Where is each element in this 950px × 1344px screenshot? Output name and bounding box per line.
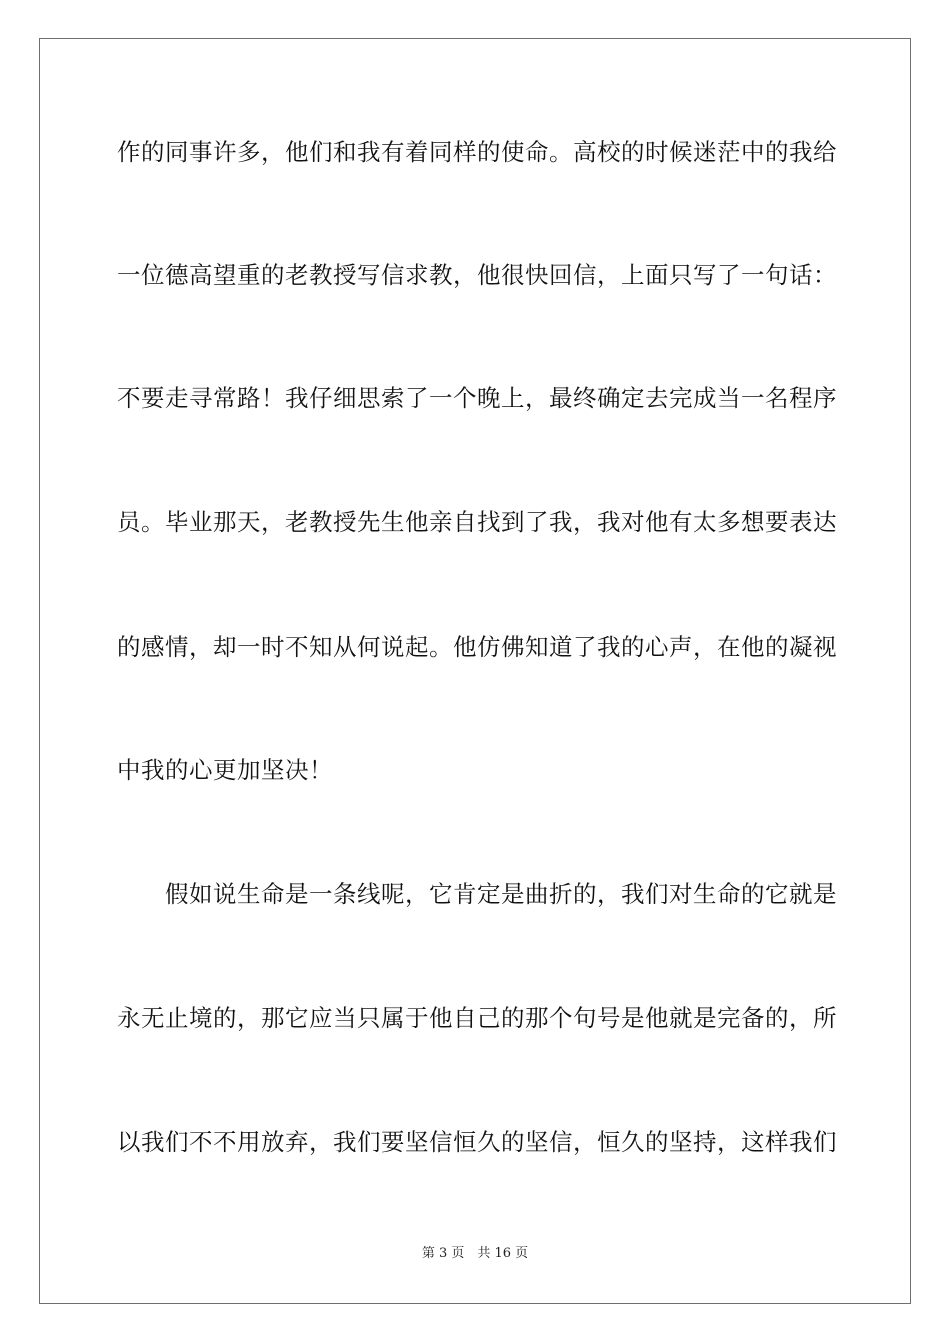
text-line-1: 作的同事许多，他们和我有着同样的使命。高校的时候迷茫中的我给	[117, 138, 837, 166]
text-line-2: 一位德高望重的老教授写信求教，他很快回信，上面只写了一句话：	[117, 261, 837, 289]
text-line-6: 中我的心更加坚决！	[117, 756, 333, 784]
page-frame	[39, 38, 911, 1304]
text-line-8: 永无止境的，那它应当只属于他自己的那个句号是他就是完备的，所	[117, 1004, 837, 1032]
text-line-4: 员。毕业那天，老教授先生他亲自找到了我，我对他有太多想要表达	[117, 508, 837, 536]
page-number-footer: 第 3 页 共 16 页	[421, 1246, 529, 1261]
text-line-3: 不要走寻常路！我仔细思索了一个晚上，最终确定去完成当一名程序	[117, 384, 837, 412]
text-line-9: 以我们不不用放弃，我们要坚信恒久的坚信，恒久的坚持，这样我们	[117, 1128, 837, 1156]
text-line-5: 的感情，却一时不知从何说起。他仿佛知道了我的心声，在他的凝视	[117, 633, 837, 661]
paragraph-start-line: 假如说生命是一条线呢，它肯定是曲折的，我们对生命的它就是	[117, 880, 837, 908]
